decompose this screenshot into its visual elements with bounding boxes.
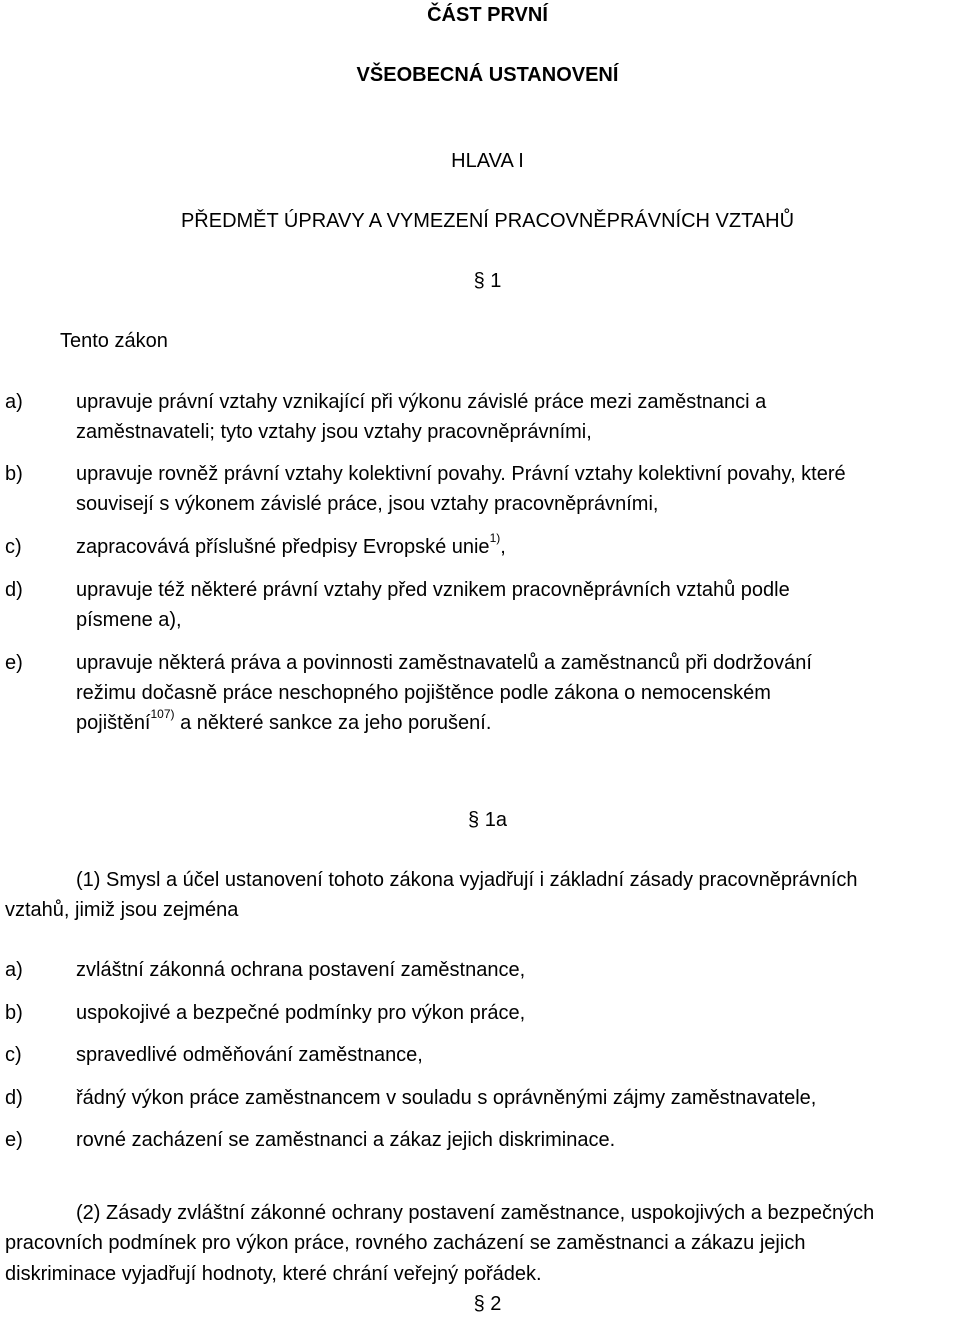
list-item-1a-d bbox=[0, 1083, 960, 1113]
list-item-line: upravuje rovněž právní vztahy kolektivní povahy. Právní vztahy kolektivní povahy, které bbox=[76, 463, 846, 485]
list-item-1a-a bbox=[0, 955, 960, 985]
list-item-text: spravedlivé odměňování zaměstnance, bbox=[76, 1044, 423, 1066]
paragraph-line: (1) Smysl a účel ustanovení tohoto zákona vyjadřují i základní zásady pracovněprávních bbox=[76, 869, 858, 891]
list-item-letter: b) bbox=[5, 1002, 23, 1024]
list-item-text: řádný výkon práce zaměstnancem v souladu s oprávněnými zájmy zaměstnavatele, bbox=[76, 1087, 817, 1109]
list-item-line: písmene a), bbox=[76, 609, 182, 631]
part-title: ČÁST PRVNÍ bbox=[427, 4, 548, 26]
list-item-tail: a některé sankce za jeho porušení. bbox=[174, 712, 492, 734]
list-item-text bbox=[76, 648, 954, 738]
list-item-text bbox=[76, 575, 954, 635]
list-item-1a bbox=[0, 387, 960, 447]
list-item-letter: b) bbox=[5, 463, 23, 485]
list-item-text bbox=[76, 532, 954, 562]
list-item-text bbox=[76, 387, 954, 447]
list-item-1c bbox=[0, 532, 960, 562]
footnote-ref: 107) bbox=[150, 707, 175, 722]
list-item-1a-c bbox=[0, 1040, 960, 1070]
list-item-letter: c) bbox=[5, 536, 22, 558]
section-heading-1a: § 1a bbox=[468, 809, 507, 831]
list-item-letter: e) bbox=[5, 652, 23, 674]
list-item-line: upravuje právní vztahy vznikající při výkonu závislé práce mezi zaměstnanci a bbox=[76, 391, 767, 413]
list-item-1a-b bbox=[0, 998, 960, 1028]
list-item-letter: c) bbox=[5, 1044, 22, 1066]
list-item-line: upravuje některá práva a povinnosti zaměstnavatelů a zaměstnanců při dodržování bbox=[76, 652, 812, 674]
list-item-letter: a) bbox=[5, 959, 23, 981]
head-title: HLAVA I bbox=[451, 150, 524, 172]
list-item-line: režimu dočasně práce neschopného pojištěnce podle zákona o nemocenském bbox=[76, 682, 771, 704]
list-item-letter: d) bbox=[5, 1087, 23, 1109]
list-item-line: pojištění bbox=[76, 712, 151, 734]
list-item-text: uspokojivé a bezpečné podmínky pro výkon práce, bbox=[76, 1002, 526, 1024]
list-item-letter: a) bbox=[5, 391, 23, 413]
section-heading-1: § 1 bbox=[473, 270, 502, 292]
list-item-letter: e) bbox=[5, 1129, 23, 1151]
paragraph-line: vztahů, jimiž jsou zejména bbox=[5, 899, 239, 921]
section-intro: Tento zákon bbox=[60, 330, 168, 352]
section-heading-2: § 2 bbox=[473, 1293, 502, 1315]
list-item-line: zapracovává příslušné předpisy Evropské unie bbox=[76, 536, 490, 558]
list-item-1a-e bbox=[0, 1125, 960, 1155]
list-item-line: upravuje též některé právní vztahy před vznikem pracovněprávních vztahů podle bbox=[76, 579, 790, 601]
list-item-letter: d) bbox=[5, 579, 23, 601]
part-subtitle: VŠEOBECNÁ USTANOVENÍ bbox=[356, 64, 619, 86]
list-item-1b bbox=[0, 459, 960, 519]
list-item-line: souvisejí s výkonem závislé práce, jsou vztahy pracovněprávními, bbox=[76, 493, 659, 515]
footnote-ref: 1) bbox=[489, 531, 501, 546]
paragraph-line: (2) Zásady zvláštní zákonné ochrany postavení zaměstnance, uspokojivých a bezpečných bbox=[76, 1202, 875, 1224]
list-item-1d bbox=[0, 575, 960, 635]
list-item-text: zvláštní zákonná ochrana postavení zaměstnance, bbox=[76, 959, 526, 981]
list-item-tail: , bbox=[500, 536, 506, 558]
list-item-text bbox=[76, 459, 954, 519]
list-item-line: zaměstnavateli; tyto vztahy jsou vztahy pracovněprávními, bbox=[76, 421, 592, 443]
list-item-text: rovné zacházení se zaměstnanci a zákaz jejich diskriminace. bbox=[76, 1129, 616, 1151]
head-subtitle: PŘEDMĚT ÚPRAVY A VYMEZENÍ PRACOVNĚPRÁVNÍCH VZTAHŮ bbox=[180, 210, 795, 232]
list-item-1e bbox=[0, 648, 960, 738]
paragraph-line: diskriminace vyjadřují hodnoty, které chrání veřejný pořádek. bbox=[5, 1263, 542, 1285]
paragraph-line: pracovních podmínek pro výkon práce, rovného zacházení se zaměstnanci a zákazu jejich bbox=[5, 1232, 806, 1254]
